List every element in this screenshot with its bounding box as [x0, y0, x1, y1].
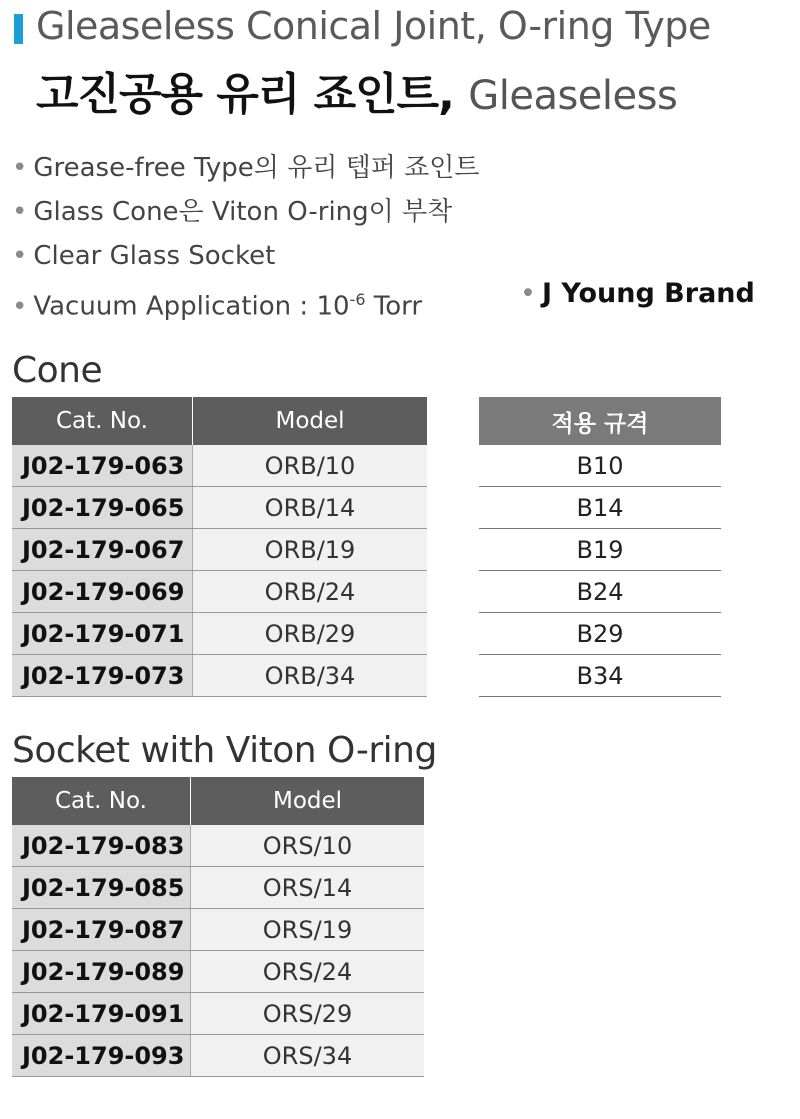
- bullet-icon: •: [12, 241, 28, 271]
- subtitle-suffix: Gleaseless: [468, 73, 678, 119]
- feature-item: [12, 146, 479, 190]
- col-header-cat: Cat. No.: [12, 397, 193, 445]
- table-row: [479, 655, 721, 697]
- model-cell: ORB/29: [193, 613, 428, 655]
- page-subtitle: [36, 58, 677, 122]
- table-row: [12, 571, 427, 613]
- bullet-icon: •: [12, 291, 28, 322]
- table-row: [12, 825, 424, 867]
- model-cell: ORB/10: [193, 445, 428, 487]
- cone-heading: Cone: [12, 350, 103, 391]
- cat-no-cell: J02-179-089: [12, 951, 191, 993]
- table-row: [12, 529, 427, 571]
- model-cell: ORB/34: [193, 655, 428, 697]
- col-header-spec: 적용 규격: [479, 397, 721, 445]
- table-header-row: [479, 397, 721, 445]
- feature-item: [12, 234, 479, 278]
- model-cell: ORS/10: [191, 825, 425, 867]
- table-row: [12, 655, 427, 697]
- socket-heading: Socket with Viton O-ring: [12, 730, 437, 771]
- table-header-row: [12, 777, 424, 825]
- table-row: [12, 909, 424, 951]
- table-row: [12, 993, 424, 1035]
- model-cell: ORS/34: [191, 1035, 425, 1077]
- spec-cell: B14: [479, 487, 721, 529]
- cone-table: [12, 397, 427, 697]
- model-cell: ORS/14: [191, 867, 425, 909]
- socket-table: [12, 777, 424, 1077]
- cat-no-cell: J02-179-067: [12, 529, 193, 571]
- feature-text: Clear Glass Socket: [33, 241, 276, 271]
- cat-no-cell: J02-179-063: [12, 445, 193, 487]
- spec-cell: B29: [479, 613, 721, 655]
- cat-no-cell: J02-179-069: [12, 571, 193, 613]
- feature-unit: Torr: [365, 291, 423, 322]
- brand-text: J Young Brand: [541, 278, 755, 309]
- cat-no-cell: J02-179-085: [12, 867, 191, 909]
- model-cell: ORB/14: [193, 487, 428, 529]
- model-cell: ORS/19: [191, 909, 425, 951]
- page-title: Gleaseless Conical Joint, O-ring Type: [36, 4, 711, 48]
- table-row: [479, 487, 721, 529]
- table-row: [12, 867, 424, 909]
- feature-list: [12, 146, 479, 322]
- spec-cell: B19: [479, 529, 721, 571]
- table-row: [479, 613, 721, 655]
- feature-text: Grease-free Type의 유리 텝퍼 죠인트: [33, 153, 480, 183]
- table-row: [12, 613, 427, 655]
- cat-no-cell: J02-179-071: [12, 613, 193, 655]
- cat-no-cell: J02-179-083: [12, 825, 191, 867]
- table-row: [479, 445, 721, 487]
- spec-table: [479, 397, 721, 697]
- cat-no-cell: J02-179-091: [12, 993, 191, 1035]
- model-cell: ORS/24: [191, 951, 425, 993]
- model-cell: ORS/29: [191, 993, 425, 1035]
- cat-no-cell: J02-179-093: [12, 1035, 191, 1077]
- spec-cell: B24: [479, 571, 721, 613]
- feature-exponent: -6: [349, 290, 366, 309]
- cat-no-cell: J02-179-087: [12, 909, 191, 951]
- table-row: [12, 487, 427, 529]
- subtitle-korean: 고진공용 유리 죠인트,: [36, 69, 454, 120]
- feature-item: [12, 190, 479, 234]
- col-header-cat: Cat. No.: [12, 777, 191, 825]
- model-cell: ORB/24: [193, 571, 428, 613]
- table-row: [479, 571, 721, 613]
- bullet-icon: •: [12, 153, 28, 183]
- table-header-row: [12, 397, 427, 445]
- col-header-model: Model: [191, 777, 425, 825]
- table-row: [12, 445, 427, 487]
- table-row: [479, 529, 721, 571]
- cat-no-cell: J02-179-065: [12, 487, 193, 529]
- feature-text: Vacuum Application : 10: [33, 291, 350, 322]
- table-row: [12, 951, 424, 993]
- feature-item: [12, 278, 479, 322]
- cat-no-cell: J02-179-073: [12, 655, 193, 697]
- bullet-icon: •: [520, 278, 536, 309]
- title-accent-bar: [14, 14, 23, 44]
- brand-label: [520, 278, 755, 309]
- spec-cell: B34: [479, 655, 721, 697]
- bullet-icon: •: [12, 197, 28, 227]
- col-header-model: Model: [193, 397, 428, 445]
- table-row: [12, 1035, 424, 1077]
- feature-text: Glass Cone은 Viton O-ring이 부착: [33, 197, 453, 227]
- spec-cell: B10: [479, 445, 721, 487]
- model-cell: ORB/19: [193, 529, 428, 571]
